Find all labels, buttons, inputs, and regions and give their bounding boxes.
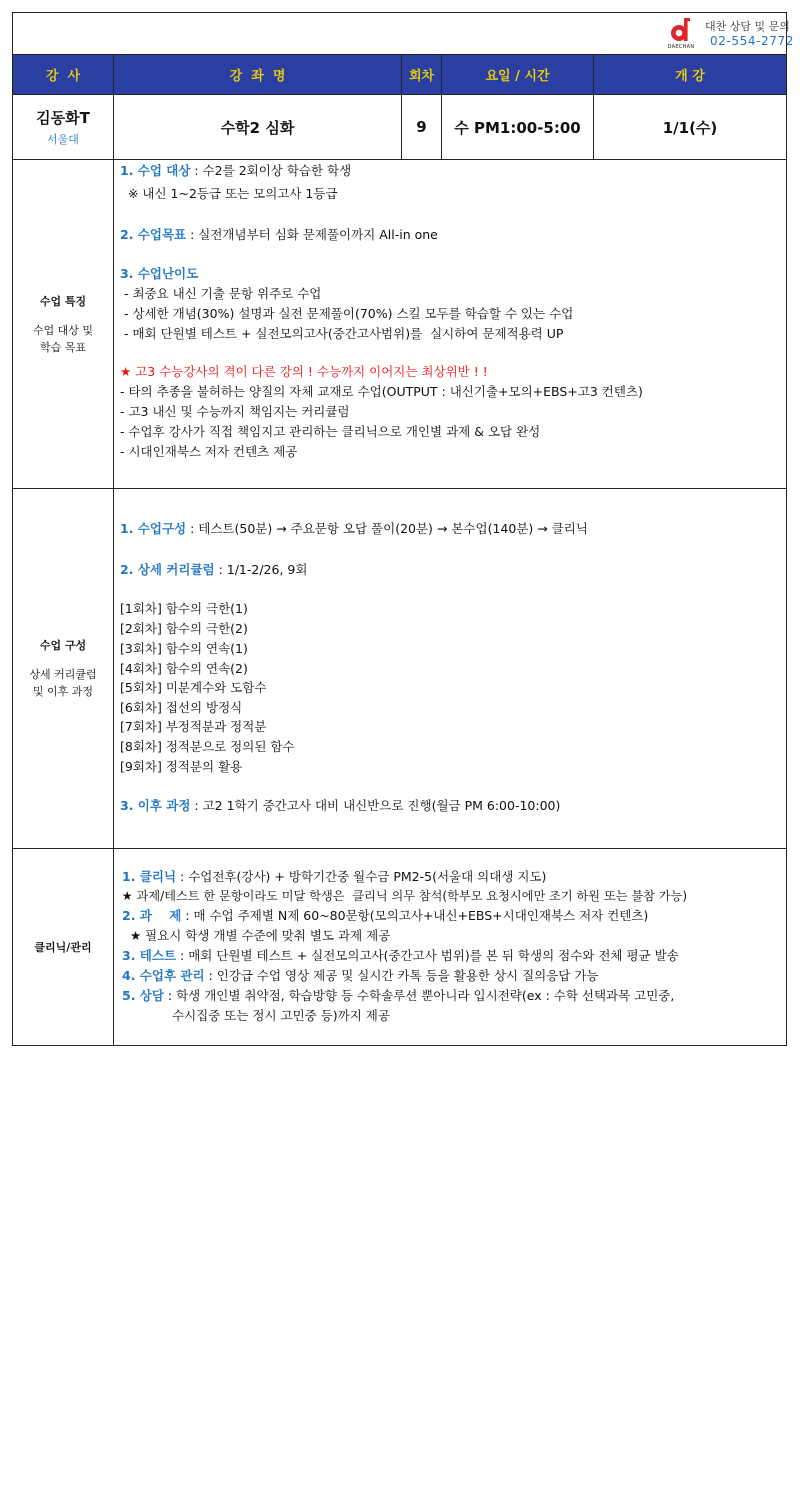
header-schedule: 요일 / 시간 (442, 55, 594, 94)
logo-wordmark: DAECHAN (667, 44, 695, 50)
item-text: : 수업전후(강사) + 방학기간중 월수금 PM2-5(서울대 의대생 지도) (176, 869, 547, 884)
clinic-line (122, 868, 546, 885)
item-text: : 실전개념부터 심화 문제풀이까지 All-in one (186, 227, 438, 242)
section-features (13, 160, 786, 489)
item-heading: 1. 수업 대상 (120, 163, 191, 178)
curriculum-item: [1회차] 함수의 극한(1) (120, 601, 248, 616)
item-heading: 3. 테스트 (122, 948, 177, 963)
section-label-sub-line: 상세 커리큘럼 (29, 668, 97, 681)
item-text: : 1/1-2/26, 9회 (214, 562, 308, 577)
item-text: : 수2를 2회이상 학습한 학생 (190, 163, 352, 178)
section-clinic-label (13, 849, 114, 1045)
section-clinic (13, 849, 786, 1045)
item-heading: 2. 과 제 (122, 908, 182, 923)
item-text: : 인강급 수업 영상 제공 및 실시간 카톡 등을 활용한 상시 질의응답 가능 (204, 968, 599, 983)
section-clinic-content (114, 849, 786, 1045)
section-features-content (114, 160, 786, 488)
contact-label: 대찬 상담 및 문의 (705, 20, 790, 33)
difficulty-heading (120, 265, 198, 282)
goal-line (120, 226, 438, 243)
curriculum-item: [5회차] 미분계수와 도함수 (120, 680, 267, 695)
item-text: : 테스트(50분) → 주요문항 오답 풀이(20분) → 본수업(140분) → 클리닉 (186, 521, 588, 536)
daechan-logo-icon (664, 16, 698, 44)
next-course-line (120, 797, 560, 814)
structure-line (120, 520, 588, 537)
curriculum-item: [2회차] 함수의 극한(2) (120, 621, 248, 636)
management-line (122, 967, 599, 984)
table-header (13, 55, 786, 95)
item-heading: 1. 수업구성 (120, 521, 187, 536)
header-start: 개 강 (675, 69, 705, 84)
curriculum-item: [4회차] 함수의 연속(2) (120, 661, 248, 676)
teacher-school: 서울대 (47, 133, 79, 146)
item-heading: 3. 이후 과정 (120, 798, 191, 813)
item-heading: 1. 클리닉 (122, 869, 177, 884)
curriculum-line (120, 561, 307, 578)
section-structure (13, 489, 786, 849)
section-label-sub (29, 666, 96, 700)
curriculum-item: [7회차] 부정적분과 정적분 (120, 719, 267, 734)
difficulty-item: - 상세한 개념(30%) 설명과 실전 문제풀이(70%) 스킬 모두를 학습할 수 있는 수업 (120, 306, 574, 321)
course-title: 수학2 심화 (114, 95, 402, 159)
homework-line (122, 907, 648, 924)
feature-item: - 고3 내신 및 수능까지 책임지는 커리큘럼 (120, 404, 350, 419)
curriculum-item: [6회차] 접선의 방정식 (120, 700, 243, 715)
feature-item: - 타의 추종을 불허하는 양질의 자체 교재로 수업(OUTPUT : 내신기출+모의+EBS+고3 컨텐츠) (120, 384, 643, 399)
course-table (12, 12, 794, 1046)
section-label-sub (33, 322, 93, 356)
section-label-sub-line: 및 이후 과정 (32, 685, 94, 698)
course-info-row (13, 95, 786, 160)
section-label-sub-line: 학습 목표 (39, 340, 86, 354)
counsel-line (122, 987, 674, 1004)
curriculum-item: [9회차] 정적분의 활용 (120, 759, 243, 774)
item-heading: 2. 상세 커리큘럼 (120, 562, 215, 577)
feature-item: - 수업후 강사가 직접 책임지고 관리하는 클리닉으로 개인별 과제 & 오답 완성 (120, 424, 541, 439)
header-teacher: 강 사 (13, 55, 114, 94)
course-schedule: 수 PM1:00-5:00 (442, 95, 594, 159)
section-label-sub-line: 수업 대상 및 (32, 323, 94, 337)
section-label-main: 수업 특징 (39, 294, 87, 308)
target-line (120, 162, 351, 179)
feature-item: - 시대인재북스 저자 컨텐츠 제공 (120, 444, 298, 459)
course-start: 1/1(수) (662, 118, 718, 137)
section-structure-content (114, 489, 786, 848)
target-note: ※ 내신 1~2등급 또는 모의고사 1등급 (120, 186, 338, 201)
clinic-note: ★ 과제/테스트 한 문항이라도 미달 학생은 클리닉 의무 참석(학부모 요청시에만 조기 하원 또는 불참 가능) (114, 889, 688, 903)
homework-note: ★ 필요시 학생 개별 수준에 맞춰 별도 과제 제공 (122, 928, 391, 943)
course-sessions: 9 (402, 95, 442, 159)
difficulty-item: - 매회 단원별 테스트 + 실전모의고사(중간고사범위)를 실시하여 문제적용력 UP (120, 326, 564, 341)
section-features-label (13, 160, 114, 488)
section-structure-label (13, 489, 114, 848)
curriculum-item: [8회차] 정적분으로 정의된 함수 (120, 739, 295, 754)
item-text: : 학생 개인별 취약점, 학습방향 등 수학솔루션 뿐아니라 입시전략(ex : 수학 선택과목 고민중, (163, 988, 675, 1003)
contact-phone[interactable]: 02-554-2772 (710, 34, 794, 48)
highlight-line: ★ 고3 수능강사의 격이 다른 강의 ! 수능까지 이어지는 최상위반 ! ! (120, 364, 488, 379)
top-bar (13, 13, 794, 55)
header-sessions: 회차 (402, 55, 442, 94)
item-text: : 고2 1학기 중간고사 대비 내신반으로 진행(월금 PM 6:00-10:00) (190, 798, 561, 813)
item-heading: 4. 수업후 관리 (122, 968, 205, 983)
item-heading: 5. 상담 (122, 988, 164, 1003)
test-line (122, 947, 679, 964)
item-heading: 3. 수업난이도 (120, 266, 199, 281)
header-course-name: 강 좌 명 (114, 55, 402, 94)
item-text: : 매회 단원별 테스트 + 실전모의고사(중간고사 범위)를 본 뒤 학생의 점수와 전체 평균 발송 (176, 948, 679, 963)
curriculum-item: [3회차] 함수의 연속(1) (120, 641, 248, 656)
item-heading: 2. 수업목표 (120, 227, 187, 242)
teacher-cell (13, 95, 114, 159)
section-label-main: 클리닉/관리 (34, 941, 92, 954)
daechan-logo (664, 16, 698, 52)
item-text: : 매 수업 주제별 N제 60~80문항(모의고사+내신+EBS+시대인재북스 저자 컨텐츠) (181, 908, 649, 923)
difficulty-item: - 최중요 내신 기출 문항 위주로 수업 (120, 286, 322, 301)
teacher-name: 김동화T (36, 109, 90, 127)
counsel-line-cont: 수시집중 또는 정시 고민중 등)까지 제공 (172, 1008, 390, 1023)
section-label-main: 수업 구성 (39, 639, 87, 652)
